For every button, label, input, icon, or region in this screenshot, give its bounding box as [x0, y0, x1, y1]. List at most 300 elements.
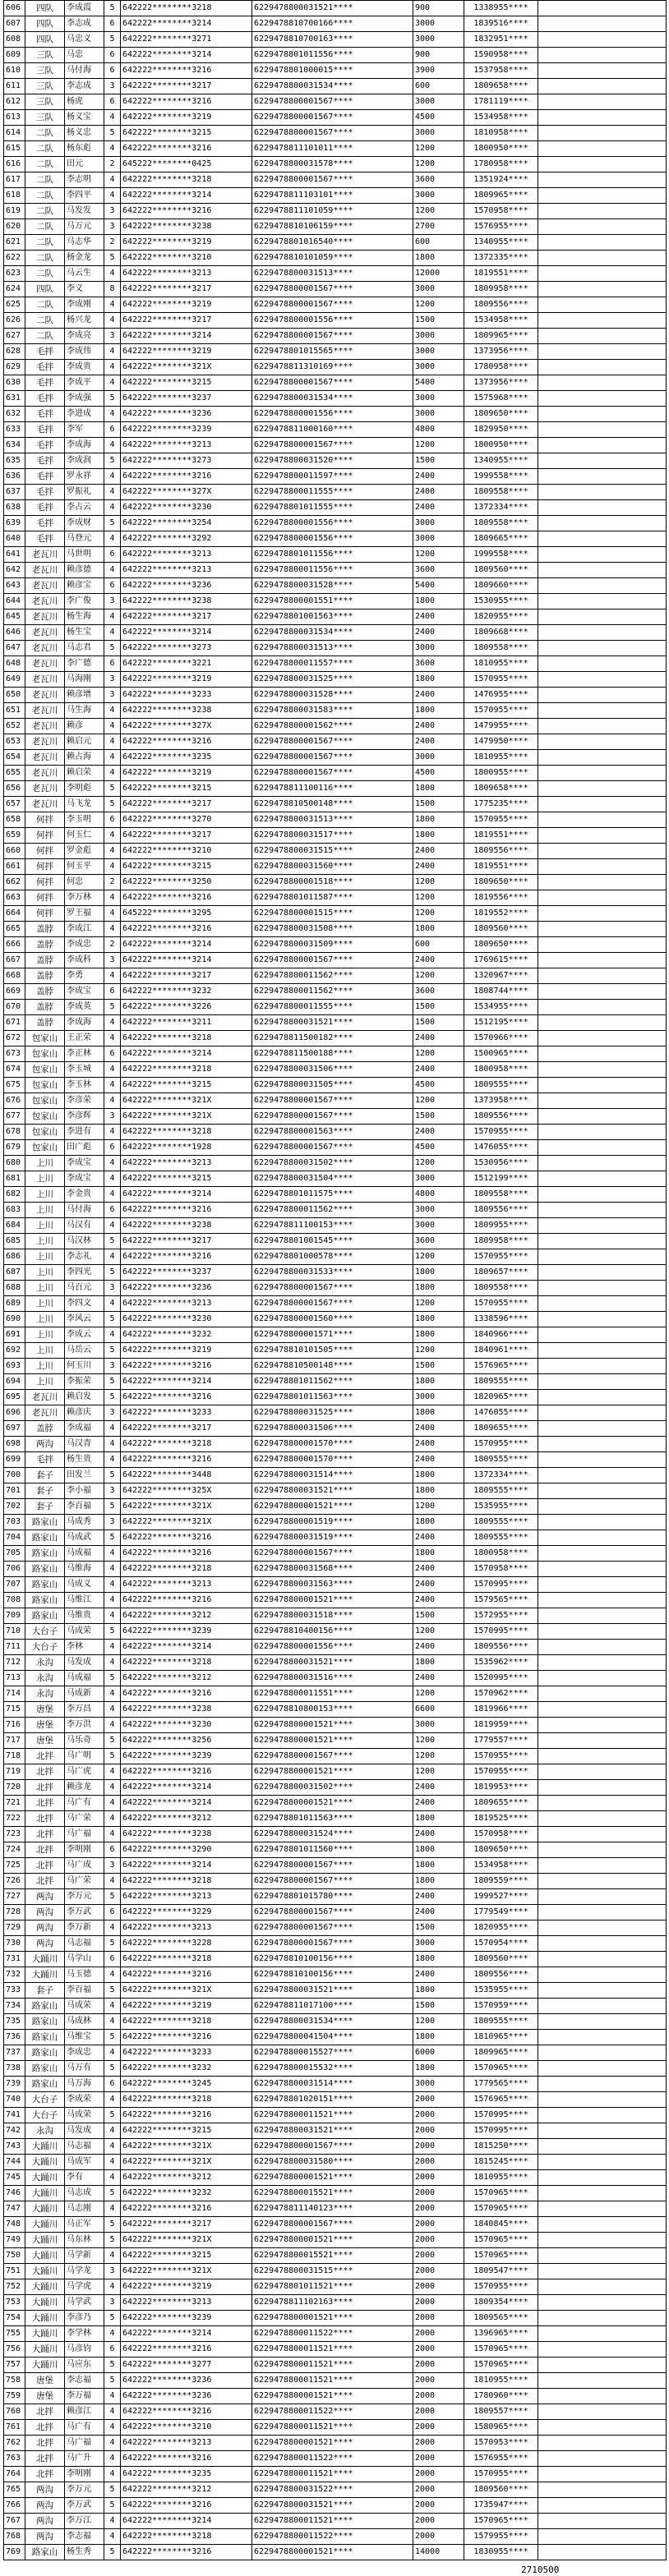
household-size-cell: 4 — [104, 2326, 121, 2342]
bank-card-cell: 6229478800031533**** — [252, 1265, 413, 1281]
bank-card-cell: 6229478800031516**** — [252, 1671, 413, 1686]
name-cell: 马广荣 — [65, 1811, 104, 1827]
id-number-cell: 642222********3216 — [121, 2498, 252, 2514]
id-number-cell: 642222********3217 — [121, 797, 252, 812]
amount-cell: 1200 — [413, 1624, 464, 1640]
bank-card-cell: 6229478800001518**** — [252, 875, 413, 890]
team-cell: 两沟 — [25, 2498, 65, 2514]
id-number-cell: 642222********3217 — [121, 968, 252, 984]
table-row — [4, 172, 667, 188]
phone-cell: 1535955**** — [464, 1983, 538, 1999]
team-cell: 何拌 — [25, 828, 65, 844]
household-size-cell: 4 — [104, 2155, 121, 2170]
bank-card-cell: 6229478800001567**** — [252, 1858, 413, 1874]
row-index: 685 — [4, 1234, 25, 1249]
phone-cell: 1809650**** — [464, 937, 538, 953]
row-index: 630 — [4, 375, 25, 391]
phone-cell: 1479955**** — [464, 719, 538, 734]
amount-cell: 2400 — [413, 1889, 464, 1905]
bank-card-cell: 6229478800015527**** — [252, 2045, 413, 2061]
household-size-cell: 4 — [104, 922, 121, 937]
bank-card-cell: 6229478800011521**** — [252, 2420, 413, 2436]
id-number-cell: 642222********3215 — [121, 1171, 252, 1187]
table-row — [4, 2404, 667, 2420]
id-number-cell: 642222********3236 — [121, 407, 252, 422]
bank-card-cell: 6229478810100156**** — [252, 1967, 413, 1983]
id-number-cell: 642222********3218 — [121, 1655, 252, 1671]
name-cell: 李成江 — [65, 922, 104, 937]
table-row — [4, 2451, 667, 2467]
team-cell: 北拌 — [25, 2404, 65, 2420]
team-cell: 三队 — [25, 110, 65, 126]
empty-cell — [538, 1296, 667, 1312]
amount-cell: 1200 — [413, 1046, 464, 1062]
id-number-cell: 642222********3216 — [121, 1593, 252, 1608]
team-cell: 路家山 — [25, 2077, 65, 2092]
bank-card-cell: 6229478801011556**** — [252, 547, 413, 563]
name-cell: 马志刚 — [65, 2201, 104, 2217]
name-cell: 马玉德 — [65, 1967, 104, 1983]
id-number-cell: 642222********3230 — [121, 1312, 252, 1327]
empty-cell — [538, 1999, 667, 2014]
id-number-cell: 642222********3232 — [121, 984, 252, 1000]
household-size-cell: 5 — [104, 1312, 121, 1327]
table-row — [4, 1296, 667, 1312]
bank-card-cell: 6229478800001567**** — [252, 750, 413, 766]
id-number-cell: 642222********321X — [121, 2233, 252, 2248]
amount-cell: 1500 — [413, 1109, 464, 1125]
phone-cell: 1735947**** — [464, 2498, 538, 2514]
bank-card-cell: 6229478800001556**** — [252, 407, 413, 422]
table-row — [4, 1078, 667, 1093]
row-index: 667 — [4, 953, 25, 968]
row-index: 629 — [4, 360, 25, 375]
team-cell: 大台子 — [25, 1640, 65, 1655]
phone-cell: 1570959**** — [464, 1999, 538, 2014]
phone-cell: 1819556**** — [464, 890, 538, 906]
table-row — [4, 16, 667, 32]
amount-cell: 1800 — [413, 703, 464, 719]
table-row — [4, 94, 667, 110]
name-cell: 李万元 — [65, 2482, 104, 2498]
phone-cell: 1372334**** — [464, 500, 538, 516]
row-index: 704 — [4, 1530, 25, 1546]
team-cell: 大踊川 — [25, 2233, 65, 2248]
phone-cell: 1779549**** — [464, 1905, 538, 1920]
row-index: 679 — [4, 1140, 25, 1156]
table-row — [4, 968, 667, 984]
table-row — [4, 953, 667, 968]
amount-cell: 2000 — [413, 2311, 464, 2326]
team-cell: 大踊川 — [25, 2155, 65, 2170]
phone-cell: 1999558**** — [464, 547, 538, 563]
name-cell: 马志成 — [65, 2186, 104, 2201]
amount-cell: 3000 — [413, 329, 464, 344]
household-size-cell: 5 — [104, 2233, 121, 2248]
phone-cell: 1809556**** — [464, 844, 538, 859]
row-index: 716 — [4, 1718, 25, 1733]
name-cell: 马广福 — [65, 2436, 104, 2451]
row-index: 750 — [4, 2248, 25, 2264]
name-cell: 马世明 — [65, 547, 104, 563]
id-number-cell: 642222********3210 — [121, 251, 252, 266]
bank-card-cell: 6229478800031514**** — [252, 1468, 413, 1484]
empty-cell — [538, 2420, 667, 2436]
team-cell: 路家山 — [25, 2014, 65, 2030]
id-number-cell: 642222********3221 — [121, 656, 252, 672]
amount-cell: 12000 — [413, 266, 464, 282]
empty-cell — [538, 422, 667, 438]
table-row — [4, 1000, 667, 1015]
name-cell: 何玉平 — [65, 859, 104, 875]
name-cell: 李志福 — [65, 2373, 104, 2389]
table-row — [4, 500, 667, 516]
row-index: 619 — [4, 204, 25, 219]
bank-card-cell: 6229478800031518**** — [252, 1608, 413, 1624]
id-number-cell: 642222********3229 — [121, 1905, 252, 1920]
household-size-cell: 6 — [104, 422, 121, 438]
row-index: 748 — [4, 2217, 25, 2233]
household-size-cell: 5 — [104, 1983, 121, 1999]
amount-cell: 1200 — [413, 204, 464, 219]
row-index: 710 — [4, 1624, 25, 1640]
amount-cell: 1500 — [413, 1359, 464, 1374]
amount-cell: 1800 — [413, 594, 464, 610]
empty-cell — [538, 1593, 667, 1608]
bank-card-cell: 6229478800001567**** — [252, 1920, 413, 1936]
row-index: 653 — [4, 734, 25, 750]
phone-cell: 1781119**** — [464, 94, 538, 110]
team-cell: 上川 — [25, 1343, 65, 1359]
team-cell: 唐堡 — [25, 1718, 65, 1733]
phone-cell: 1810958**** — [464, 126, 538, 141]
phone-cell: 1809560**** — [464, 2482, 538, 2498]
household-size-cell: 4 — [104, 2014, 121, 2030]
amount-cell: 3000 — [413, 641, 464, 656]
id-number-cell: 642222********3217 — [121, 828, 252, 844]
team-cell: 大台子 — [25, 2108, 65, 2123]
phone-cell: 1809958**** — [464, 1234, 538, 1249]
team-cell: 四队 — [25, 282, 65, 297]
phone-cell: 1809558**** — [464, 1187, 538, 1203]
id-number-cell: 642222********3232 — [121, 2186, 252, 2201]
table-row — [4, 1031, 667, 1046]
amount-cell: 1800 — [413, 1281, 464, 1296]
id-number-cell: 642222********3219 — [121, 297, 252, 313]
id-number-cell: 642222********3218 — [121, 1437, 252, 1452]
team-cell: 毛拌 — [25, 500, 65, 516]
amount-cell: 1200 — [413, 1499, 464, 1515]
id-number-cell: 642222********3216 — [121, 1249, 252, 1265]
name-cell: 马正军 — [65, 2217, 104, 2233]
amount-cell: 2400 — [413, 610, 464, 625]
empty-cell — [538, 953, 667, 968]
name-cell: 马发成 — [65, 2123, 104, 2139]
empty-cell — [538, 172, 667, 188]
phone-cell: 1570955**** — [464, 2467, 538, 2482]
name-cell: 李学林 — [65, 2326, 104, 2342]
amount-cell: 3000 — [413, 94, 464, 110]
team-cell: 四队 — [25, 16, 65, 32]
id-number-cell: 642222********3217 — [121, 610, 252, 625]
id-number-cell: 642222********3238 — [121, 594, 252, 610]
table-row — [4, 1249, 667, 1265]
household-size-cell: 4 — [104, 625, 121, 641]
row-index: 614 — [4, 126, 25, 141]
amount-cell: 600 — [413, 79, 464, 94]
team-cell: 二队 — [25, 172, 65, 188]
amount-cell: 2400 — [413, 1452, 464, 1468]
phone-cell: 1570965**** — [464, 2358, 538, 2373]
name-cell: 马学武 — [65, 2295, 104, 2311]
phone-cell: 1815245**** — [464, 2155, 538, 2170]
row-index: 715 — [4, 1702, 25, 1718]
name-cell: 李成忠 — [65, 937, 104, 953]
empty-cell — [538, 2248, 667, 2264]
empty-cell — [538, 844, 667, 859]
id-number-cell: 642222********3235 — [121, 2467, 252, 2482]
amount-cell: 2400 — [413, 500, 464, 516]
row-index: 660 — [4, 844, 25, 859]
team-cell: 路家山 — [25, 1515, 65, 1530]
table-row — [4, 937, 667, 953]
household-size-cell: 4 — [104, 500, 121, 516]
household-size-cell: 5 — [104, 126, 121, 141]
id-number-cell: 642222********3212 — [121, 2482, 252, 2498]
empty-cell — [538, 63, 667, 79]
bank-card-cell: 6229478810106159**** — [252, 219, 413, 235]
row-index: 650 — [4, 688, 25, 703]
empty-cell — [538, 1811, 667, 1827]
phone-cell: 1530955**** — [464, 594, 538, 610]
row-index: 633 — [4, 422, 25, 438]
phone-cell: 1775235**** — [464, 797, 538, 812]
phone-cell: 1820965**** — [464, 1390, 538, 1405]
household-size-cell: 4 — [104, 2514, 121, 2529]
row-index: 763 — [4, 2451, 25, 2467]
id-number-cell: 642222********3213 — [121, 266, 252, 282]
bank-card-cell: 6229478800001567**** — [252, 1546, 413, 1562]
bank-card-cell: 6229478800031514**** — [252, 2077, 413, 2092]
id-number-cell: 642222********3215 — [121, 781, 252, 797]
phone-cell: 1809555**** — [464, 1374, 538, 1390]
team-cell: 包家山 — [25, 1140, 65, 1156]
phone-cell: 1810955**** — [464, 750, 538, 766]
empty-cell — [538, 2451, 667, 2467]
amount-cell: 3600 — [413, 172, 464, 188]
household-size-cell: 6 — [104, 1842, 121, 1858]
phone-cell: 1570965**** — [464, 2061, 538, 2077]
empty-cell — [538, 688, 667, 703]
name-cell: 马付海 — [65, 63, 104, 79]
name-cell: 李万元 — [65, 1889, 104, 1905]
empty-cell — [538, 48, 667, 63]
phone-cell: 1809955**** — [464, 1218, 538, 1234]
table-row — [4, 703, 667, 719]
bank-card-cell: 6229478800031515**** — [252, 844, 413, 859]
bank-card-cell: 6229478800001570**** — [252, 1437, 413, 1452]
empty-cell — [538, 797, 667, 812]
amount-cell: 1200 — [413, 968, 464, 984]
phone-cell: 1809558**** — [464, 516, 538, 531]
empty-cell — [538, 750, 667, 766]
empty-cell — [538, 1452, 667, 1468]
name-cell: 杨生海 — [65, 610, 104, 625]
table-row — [4, 188, 667, 204]
amount-cell: 3000 — [413, 2077, 464, 2092]
name-cell: 李成贵 — [65, 360, 104, 375]
row-index: 736 — [4, 2030, 25, 2045]
bank-card-cell: 6229478800001521**** — [252, 1499, 413, 1515]
table-row — [4, 453, 667, 469]
empty-cell — [538, 2436, 667, 2451]
phone-cell: 1530956**** — [464, 1156, 538, 1171]
amount-cell: 2400 — [413, 1421, 464, 1437]
amount-cell: 2400 — [413, 1562, 464, 1577]
empty-cell — [538, 2514, 667, 2529]
amount-cell: 1200 — [413, 547, 464, 563]
name-cell: 马广有 — [65, 1796, 104, 1811]
empty-cell — [538, 859, 667, 875]
bank-card-cell: 6229478800001567**** — [252, 2217, 413, 2233]
team-cell: 路家山 — [25, 1530, 65, 1546]
row-index: 626 — [4, 313, 25, 329]
empty-cell — [538, 1187, 667, 1203]
table-row — [4, 2498, 667, 2514]
id-number-cell: 642222********3217 — [121, 313, 252, 329]
id-number-cell: 642222********3216 — [121, 2404, 252, 2420]
amount-cell: 2400 — [413, 1780, 464, 1796]
amount-cell: 2000 — [413, 2155, 464, 2170]
bank-card-cell: 6229478800015521**** — [252, 2186, 413, 2201]
table-row — [4, 1421, 667, 1437]
id-number-cell: 642222********321X — [121, 1515, 252, 1530]
id-number-cell: 642222********3256 — [121, 1733, 252, 1749]
row-index: 631 — [4, 391, 25, 407]
id-number-cell: 642222********3216 — [121, 2201, 252, 2217]
phone-cell: 1570965**** — [464, 2233, 538, 2248]
amount-cell: 4500 — [413, 1140, 464, 1156]
team-cell: 老瓦川 — [25, 656, 65, 672]
empty-cell — [538, 344, 667, 360]
team-cell: 老瓦川 — [25, 750, 65, 766]
bank-card-cell: 6229478800031505**** — [252, 1078, 413, 1093]
phone-cell: 1576955**** — [464, 219, 538, 235]
team-cell: 老瓦川 — [25, 797, 65, 812]
name-cell: 李万洪 — [65, 1718, 104, 1733]
amount-cell: 1500 — [413, 797, 464, 812]
name-cell: 田发兰 — [65, 1468, 104, 1484]
phone-cell: 1820955**** — [464, 1920, 538, 1936]
table-row — [4, 2295, 667, 2311]
amount-cell: 2400 — [413, 469, 464, 485]
team-cell: 大踊川 — [25, 2186, 65, 2201]
row-index: 734 — [4, 1999, 25, 2014]
amount-cell: 1800 — [413, 1655, 464, 1671]
id-number-cell: 642222********3210 — [121, 844, 252, 859]
row-index: 700 — [4, 1468, 25, 1484]
name-cell: 何忠 — [65, 875, 104, 890]
household-size-cell: 4 — [104, 2170, 121, 2186]
team-cell: 大踊川 — [25, 2279, 65, 2295]
row-index: 733 — [4, 1983, 25, 1999]
phone-cell: 1809547**** — [464, 2264, 538, 2279]
row-index: 621 — [4, 235, 25, 251]
bank-card-cell: 6229478800001521**** — [252, 1764, 413, 1780]
table-row — [4, 2201, 667, 2217]
name-cell: 李占云 — [65, 500, 104, 516]
name-cell: 马忠义 — [65, 32, 104, 48]
phone-cell: 1579565**** — [464, 1593, 538, 1608]
row-index: 651 — [4, 703, 25, 719]
household-size-cell: 4 — [104, 2420, 121, 2436]
id-number-cell: 642222********3212 — [121, 1811, 252, 1827]
team-cell: 四队 — [25, 32, 65, 48]
phone-cell: 1575968**** — [464, 391, 538, 407]
household-size-cell: 4 — [104, 2451, 121, 2467]
amount-cell: 1800 — [413, 828, 464, 844]
table-row — [4, 1967, 667, 1983]
phone-cell: 1809558**** — [464, 485, 538, 500]
name-cell: 杨义宝 — [65, 110, 104, 126]
empty-cell — [538, 547, 667, 563]
phone-cell: 1534958**** — [464, 110, 538, 126]
row-index: 722 — [4, 1811, 25, 1827]
team-cell: 路家山 — [25, 2545, 65, 2560]
phone-cell: 1570965**** — [464, 2248, 538, 2264]
id-number-cell: 642222********3277 — [121, 2358, 252, 2373]
name-cell: 李广俊 — [65, 594, 104, 610]
phone-cell: 1570955**** — [464, 1249, 538, 1265]
table-row — [4, 1281, 667, 1296]
phone-cell: 1570965**** — [464, 2514, 538, 2529]
bank-card-cell: 6229478810100156**** — [252, 1952, 413, 1967]
empty-cell — [538, 1421, 667, 1437]
row-index: 723 — [4, 1827, 25, 1842]
id-number-cell: 642222********3218 — [121, 2014, 252, 2030]
team-cell: 二队 — [25, 204, 65, 219]
household-size-cell: 2 — [104, 235, 121, 251]
team-cell: 二队 — [25, 126, 65, 141]
name-cell: 李万武 — [65, 2498, 104, 2514]
bank-card-cell: 6229478800031524**** — [252, 1827, 413, 1842]
table-row — [4, 563, 667, 578]
name-cell: 马成秀 — [65, 1515, 104, 1530]
row-index: 729 — [4, 1920, 25, 1936]
amount-cell: 2700 — [413, 219, 464, 235]
amount-cell: 3000 — [413, 1718, 464, 1733]
bank-card-cell: 6229478800011522**** — [252, 2451, 413, 2467]
team-cell: 上川 — [25, 1327, 65, 1343]
id-number-cell: 642222********327X — [121, 719, 252, 734]
table-row — [4, 110, 667, 126]
phone-cell: 1832951**** — [464, 32, 538, 48]
team-cell: 大踊川 — [25, 2295, 65, 2311]
phone-cell: 1373958**** — [464, 1093, 538, 1109]
bank-card-cell: 6229478800031521**** — [252, 1655, 413, 1671]
id-number-cell: 642222********3230 — [121, 1718, 252, 1733]
team-cell: 何拌 — [25, 844, 65, 859]
amount-cell: 1200 — [413, 141, 464, 157]
empty-cell — [538, 1546, 667, 1562]
row-index: 657 — [4, 797, 25, 812]
id-number-cell: 642222********3218 — [121, 1562, 252, 1577]
table-row — [4, 1312, 667, 1327]
table-row — [4, 2389, 667, 2404]
row-index: 635 — [4, 453, 25, 469]
household-size-cell: 2 — [104, 157, 121, 172]
team-cell: 北拌 — [25, 1858, 65, 1874]
